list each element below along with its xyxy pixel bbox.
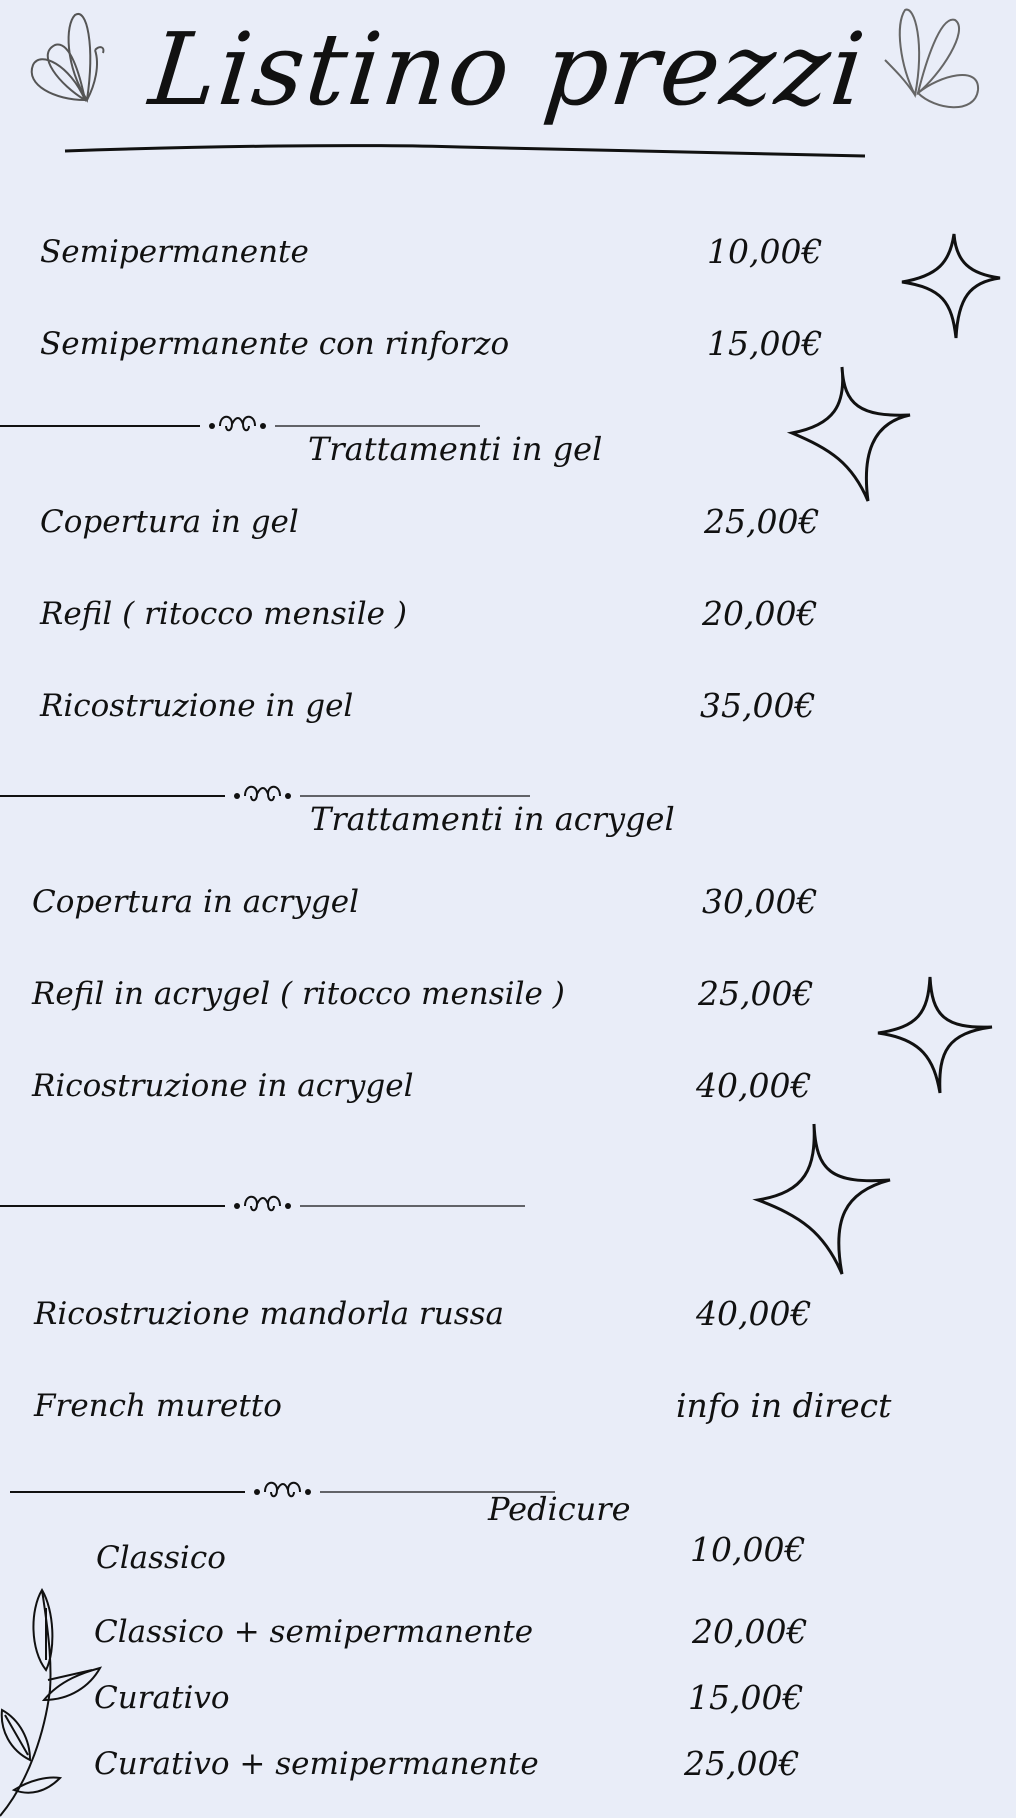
- item-name: Classico + semipermanente: [94, 1614, 534, 1650]
- butterfly-icon-left: [25, 5, 125, 115]
- item-price: 10,00€: [707, 232, 823, 271]
- item-price: 25,00€: [684, 1744, 800, 1783]
- title-underline: [60, 138, 870, 162]
- section-title-pedicure: Pedicure: [488, 1490, 631, 1528]
- butterfly-icon-right: [880, 5, 990, 120]
- item-name: Semipermanente: [40, 234, 309, 270]
- item-price: 10,00€: [690, 1530, 806, 1569]
- item-price: 30,00€: [702, 882, 818, 921]
- section-title-acrygel: Trattamenti in acrygel: [310, 800, 675, 838]
- item-price: 25,00€: [704, 502, 820, 541]
- sparkle-icon: [876, 975, 994, 1095]
- item-name: Refil in acrygel ( ritocco mensile ): [32, 976, 565, 1012]
- item-name: Ricostruzione mandorla russa: [34, 1296, 505, 1332]
- item-price: 40,00€: [696, 1294, 812, 1333]
- leaf-branch-icon: [0, 1580, 110, 1818]
- item-name: Copertura in gel: [40, 504, 299, 540]
- item-price: 25,00€: [698, 974, 814, 1013]
- item-name: Ricostruzione in gel: [40, 688, 354, 724]
- item-name: Semipermanente con rinforzo: [40, 326, 510, 362]
- sparkle-icon: [898, 232, 1002, 340]
- item-price: 20,00€: [692, 1612, 808, 1651]
- section-title-gel: Trattamenti in gel: [308, 430, 603, 468]
- item-name: Copertura in acrygel: [32, 884, 359, 920]
- item-price: 15,00€: [707, 324, 823, 363]
- ornamental-divider: [10, 1476, 555, 1506]
- item-name: Curativo: [94, 1680, 230, 1716]
- item-name: Curativo + semipermanente: [94, 1746, 539, 1782]
- item-price: 35,00€: [700, 686, 816, 725]
- item-name: Ricostruzione in acrygel: [32, 1068, 414, 1104]
- item-price: 20,00€: [702, 594, 818, 633]
- page-title: Listino prezzi: [144, 11, 872, 128]
- ornamental-divider: [0, 1190, 525, 1220]
- sparkle-icon: [790, 365, 914, 503]
- sparkle-icon: [756, 1122, 892, 1276]
- item-name: French muretto: [34, 1388, 282, 1424]
- item-price: info in direct: [676, 1386, 892, 1425]
- item-price: 15,00€: [688, 1678, 804, 1717]
- item-name: Classico: [96, 1540, 226, 1576]
- item-name: Refil ( ritocco mensile ): [40, 596, 407, 632]
- item-price: 40,00€: [696, 1066, 812, 1105]
